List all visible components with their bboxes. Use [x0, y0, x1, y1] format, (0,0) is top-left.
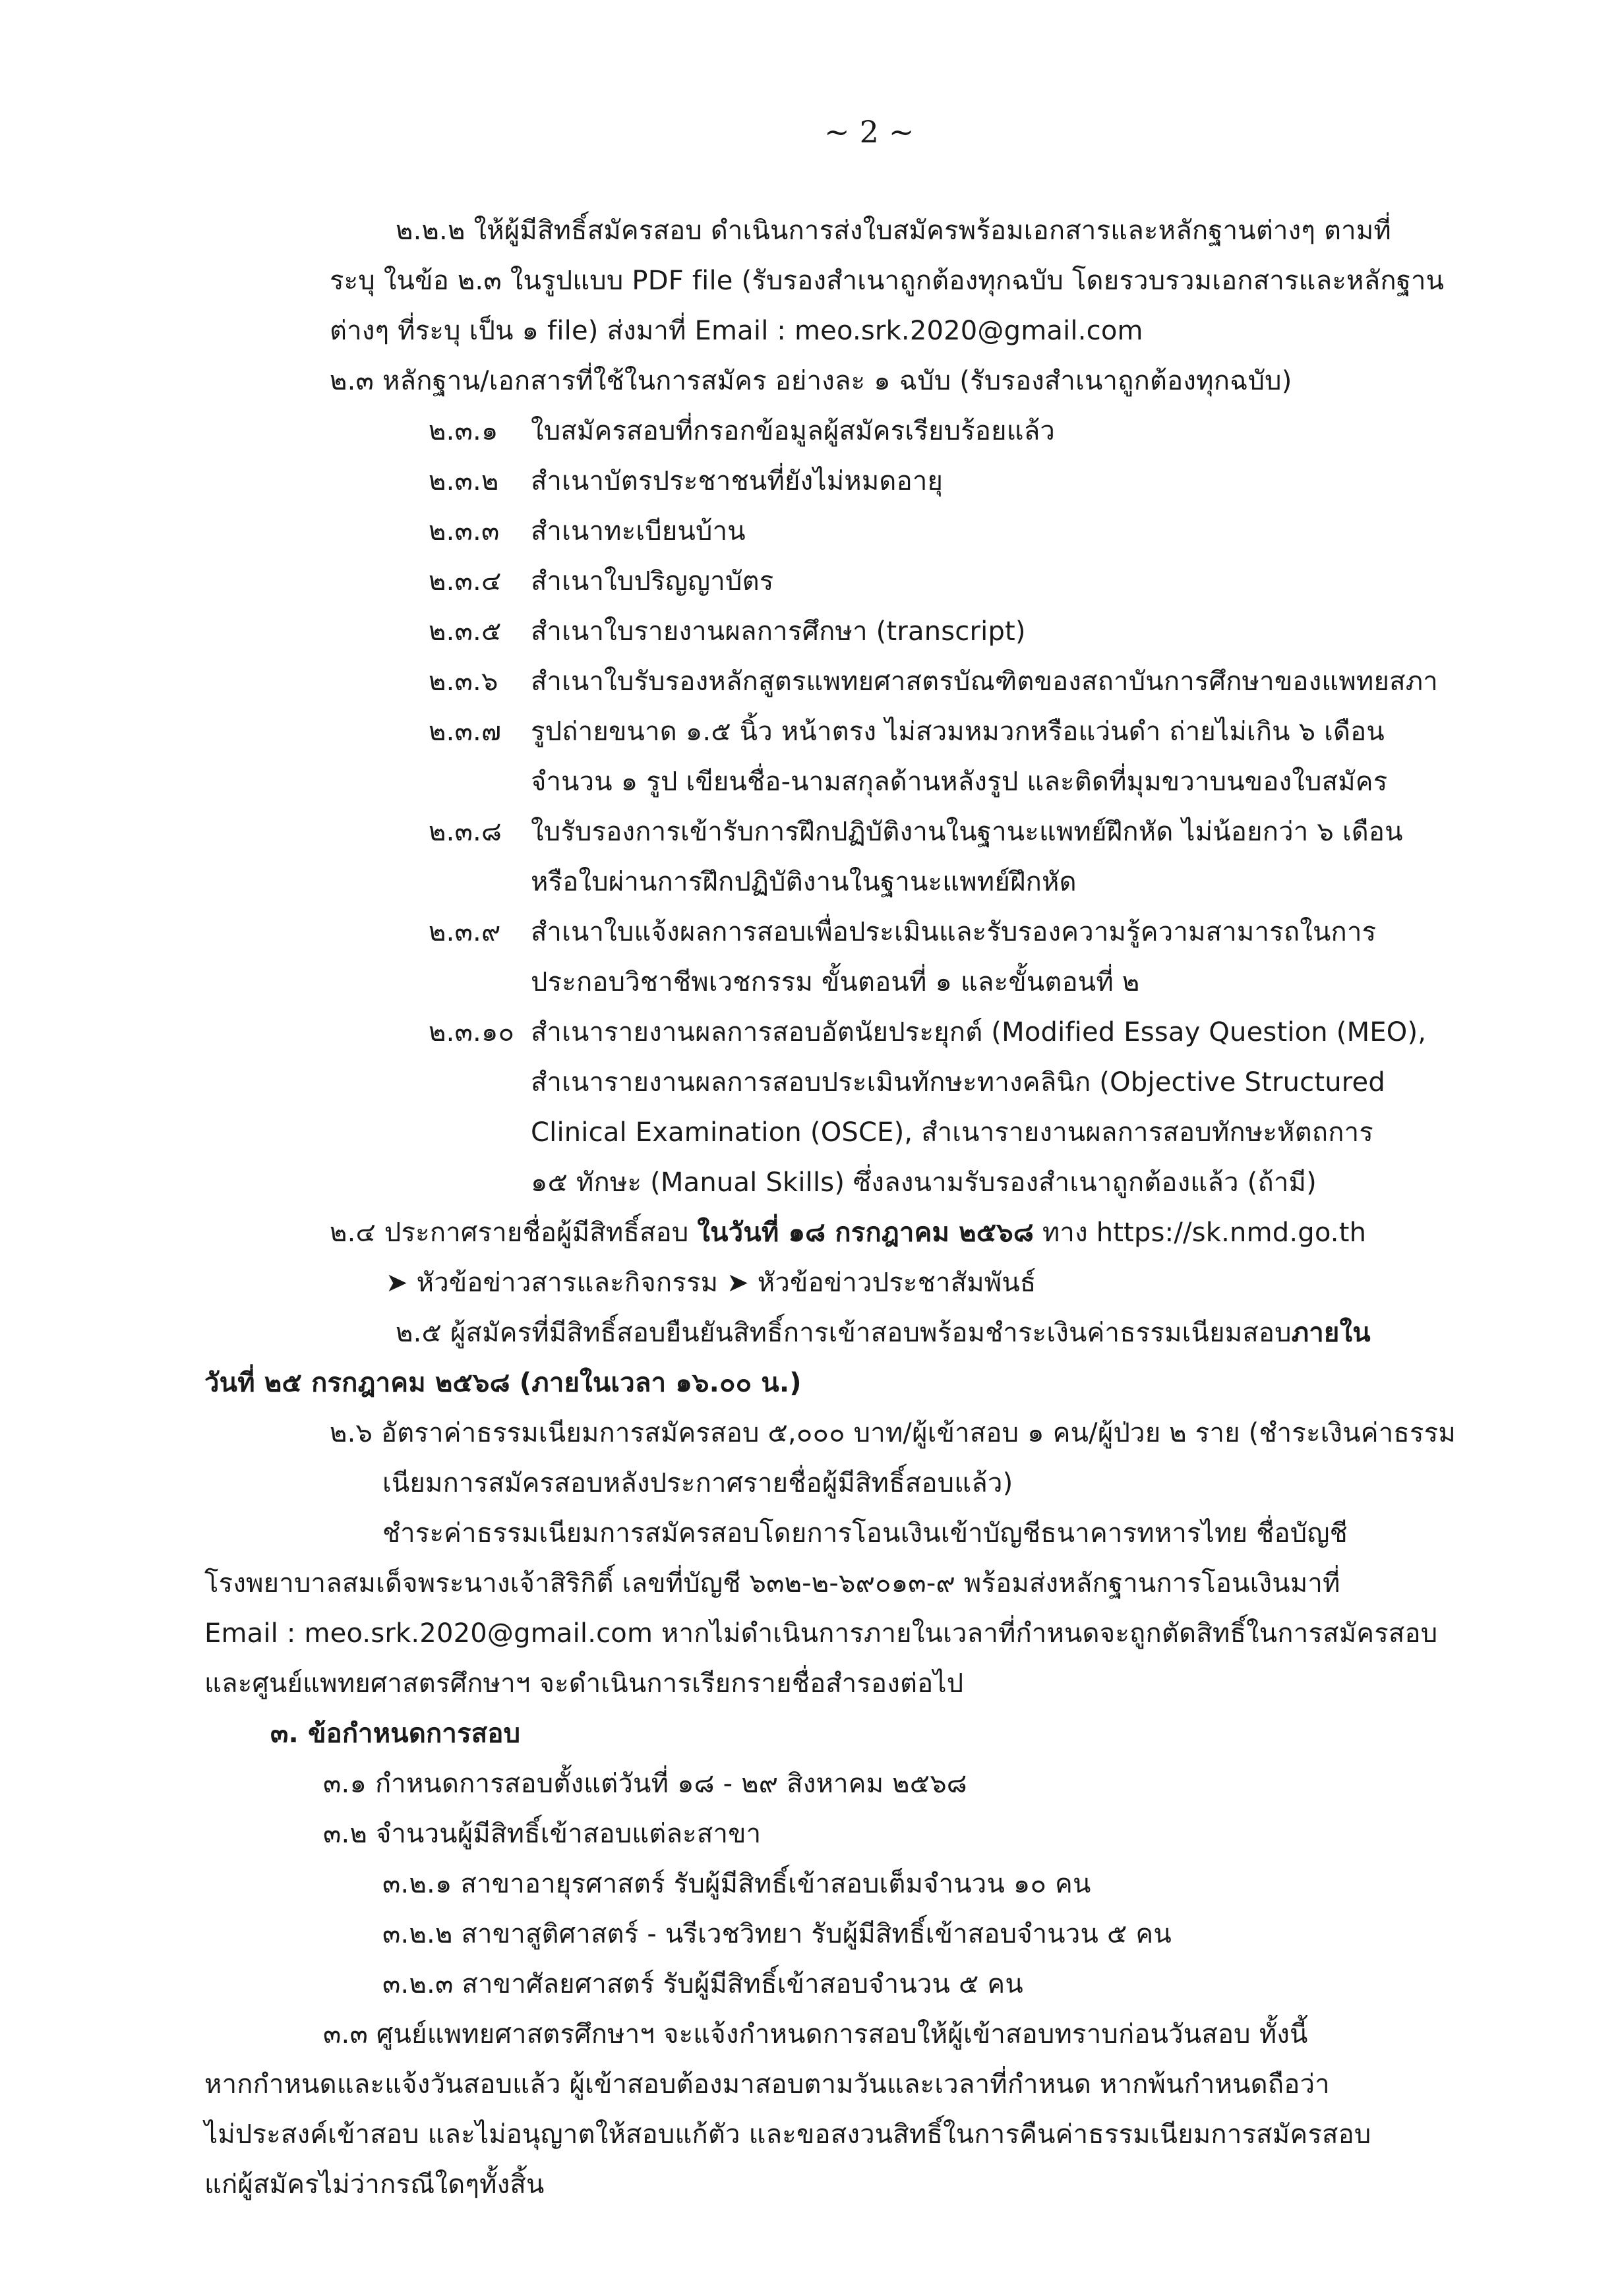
item-text-continued: หรือใบผ่านการฝึกปฏิบัติงานในฐานะแพทย์ฝึกหัด: [531, 867, 1077, 897]
nav-path-item: หัวข้อข่าวประชาสัมพันธ์: [757, 1268, 1036, 1298]
text-line: ๓.๓ ศูนย์แพทยศาสตรศึกษาฯ จะแจ้งกำหนดการสอบให้ผู้เข้าสอบทราบก่อนวันสอบ ทั้งนี้: [323, 2019, 1308, 2049]
item-text-continued: Clinical Examination (OSCE), สำเนารายงานผลการสอบทักษะหัตถการ: [531, 1117, 1373, 1148]
item-text: สำเนารายงานผลการสอบอัตนัยประยุกต์ (Modified Essay Question (MEO),: [531, 1017, 1427, 1047]
item-text-continued: สำเนารายงานผลการสอบประเมินทักษะทางคลินิก (Objective Structured: [531, 1067, 1385, 1098]
text-line: ๒.๒.๒ ให้ผู้มีสิทธิ์สมัครสอบ ดำเนินการส่งใบสมัครพร้อมเอกสารและหลักฐานต่างๆ ตามที่: [396, 216, 1391, 246]
item-number: ๒.๓.๖: [429, 666, 498, 697]
website-link: ทาง https://sk.nmd.go.th: [1033, 1218, 1367, 1248]
text-segment: ๒.๔ ประกาศรายชื่อผู้มีสิทธิ์สอบ: [330, 1218, 698, 1248]
item-number: ๒.๓.๗: [429, 717, 502, 747]
text-line: หากกำหนดและแจ้งวันสอบแล้ว ผู้เข้าสอบต้องมาสอบตามวันและเวลาที่กำหนด หากพ้นกำหนดถือว่า: [204, 2069, 1330, 2100]
item-text: สำเนาใบแจ้งผลการสอบเพื่อประเมินและรับรองความรู้ความสามารถในการ: [531, 917, 1377, 947]
section-heading: ๓. ข้อกำหนดการสอบ: [270, 1719, 521, 1749]
item-number: ๒.๓.๑: [429, 416, 498, 446]
item-number: ๒.๓.๓: [429, 516, 500, 546]
arrow-right-icon: ➤: [386, 1268, 417, 1298]
text-line: Email : meo.srk.2020@gmail.com หากไม่ดำเนินการภายในเวลาที่กำหนดจะถูกตัดสิทธิ์ในการสมัครสอบ: [204, 1618, 1438, 1649]
announcement-line: [330, 1213, 1366, 1252]
item-text: ใบรับรองการเข้ารับการฝึกปฏิบัติงานในฐานะแพทย์ฝึกหัด ไม่น้อยกว่า ๖ เดือน: [531, 817, 1403, 847]
item-number: ๒.๓.๕: [429, 616, 502, 647]
item-text: สำเนาทะเบียนบ้าน: [531, 516, 746, 546]
item-text: สำเนาใบปริญญาบัตร: [531, 566, 774, 597]
text-line: ๓.๑ กำหนดการสอบตั้งแต่วันที่ ๑๘ - ๒๙ สิงหาคม ๒๕๖๘: [323, 1769, 967, 1799]
item-text-continued: ๑๕ ทักษะ (Manual Skills) ซึ่งลงนามรับรองสำเนาถูกต้องแล้ว (ถ้ามี): [531, 1167, 1317, 1198]
text-line: แก่ผู้สมัครไม่ว่ากรณีใดๆทั้งสิ้น: [204, 2169, 545, 2200]
item-text: สำเนาบัตรประชาชนที่ยังไม่หมดอายุ: [531, 466, 944, 496]
item-text: สำเนาใบรายงานผลการศึกษา (transcript): [531, 616, 1026, 647]
item-text: ใบสมัครสอบที่กรอกข้อมูลผู้สมัครเรียบร้อยแล้ว: [531, 416, 1056, 446]
text-line: ชำระค่าธรรมเนียมการสมัครสอบโดยการโอนเงินเข้าบัญชีธนาคารทหารไทย ชื่อบัญชี: [382, 1518, 1348, 1548]
item-text-continued: ประกอบวิชาชีพเวชกรรม ขั้นตอนที่ ๑ และขั้นตอนที่ ๒: [531, 967, 1140, 997]
text-line: ต่างๆ ที่ระบุ เป็น ๑ file) ส่งมาที่ Email : meo.srk.2020@gmail.com: [330, 316, 1143, 346]
list-item: ๓.๒.๓ สาขาศัลยศาสตร์ รับผู้มีสิทธิ์เข้าสอบจำนวน ๕ คน: [382, 1969, 1023, 1999]
navigation-path: [386, 1263, 1036, 1303]
page-number: ~ 2 ~: [824, 114, 915, 150]
item-number: ๒.๓.๒: [429, 466, 499, 496]
text-line: ๒.๓ หลักฐาน/เอกสารที่ใช้ในการสมัคร อย่างละ ๑ ฉบับ (รับรองสำเนาถูกต้องทุกฉบับ): [330, 366, 1292, 396]
text-line: ๓.๒ จำนวนผู้มีสิทธิ์เข้าสอบแต่ละสาขา: [323, 1819, 762, 1849]
list-item: ๓.๒.๒ สาขาสูติศาสตร์ - นรีเวชวิทยา รับผู้มีสิทธิ์เข้าสอบจำนวน ๕ คน: [382, 1919, 1172, 1949]
item-text-continued: จำนวน ๑ รูป เขียนชื่อ-นามสกุลด้านหลังรูป และติดที่มุมขวาบนของใบสมัคร: [531, 767, 1388, 797]
text-line: และศูนย์แพทยศาสตรศึกษาฯ จะดำเนินการเรียกรายชื่อสำรองต่อไป: [204, 1668, 964, 1699]
item-number: ๒.๓.๑๐: [429, 1017, 515, 1047]
text-segment: ๒.๕ ผู้สมัครที่มีสิทธิ์สอบยืนยันสิทธิ์การเข้าสอบพร้อมชำระเงินค่าธรรมเนียมสอบ: [396, 1318, 1292, 1348]
announcement-date: ในวันที่ ๑๘ กรกฎาคม ๒๕๖๘: [697, 1218, 1034, 1248]
text-line: ระบุ ในข้อ ๒.๓ ในรูปแบบ PDF file (รับรองสำเนาถูกต้องทุกฉบับ โดยรวบรวมเอกสารและหลักฐาน: [330, 266, 1445, 296]
arrow-right-icon: ➤: [718, 1268, 758, 1298]
item-number: ๒.๓.๘: [429, 817, 502, 847]
item-number: ๒.๓.๙: [429, 917, 501, 947]
deadline-date: วันที่ ๒๕ กรกฎาคม ๒๕๖๘ (ภายในเวลา ๑๖.๐๐ น.): [204, 1368, 802, 1398]
nav-path-item: หัวข้อข่าวสารและกิจกรรม: [416, 1268, 719, 1298]
item-text: สำเนาใบรับรองหลักสูตรแพทยศาสตรบัณฑิตของสถาบันการศึกษาของแพทยสภา: [531, 666, 1438, 697]
text-line: เนียมการสมัครสอบหลังประกาศรายชื่อผู้มีสิทธิ์สอบแล้ว): [382, 1468, 1013, 1498]
text-line: [396, 1313, 1371, 1353]
deadline-emphasis: ภายใน: [1291, 1318, 1371, 1348]
list-item: ๓.๒.๑ สาขาอายุรศาสตร์ รับผู้มีสิทธิ์เข้าสอบเต็มจำนวน ๑๐ คน: [382, 1869, 1091, 1899]
item-number: ๒.๓.๔: [429, 566, 502, 597]
item-text: รูปถ่ายขนาด ๑.๕ นิ้ว หน้าตรง ไม่สวมหมวกหรือแว่นดำ ถ่ายไม่เกิน ๖ เดือน: [531, 717, 1385, 747]
text-line: โรงพยาบาลสมเด็จพระนางเจ้าสิริกิติ์ เลขที่บัญชี ๖๓๒-๒-๖๙๐๑๓-๙ พร้อมส่งหลักฐานการโอนเงินมาที่: [204, 1568, 1340, 1599]
text-line: ไม่ประสงค์เข้าสอบ และไม่อนุญาตให้สอบแก้ตัว และขอสงวนสิทธิ์ในการคืนค่าธรรมเนียมการสมัครสอบ: [204, 2119, 1371, 2150]
text-line: ๒.๖ อัตราค่าธรรมเนียมการสมัครสอบ ๕,๐๐๐ บาท/ผู้เข้าสอบ ๑ คน/ผู้ป่วย ๒ ราย (ชำระเงินค่าธรรม: [330, 1418, 1456, 1448]
